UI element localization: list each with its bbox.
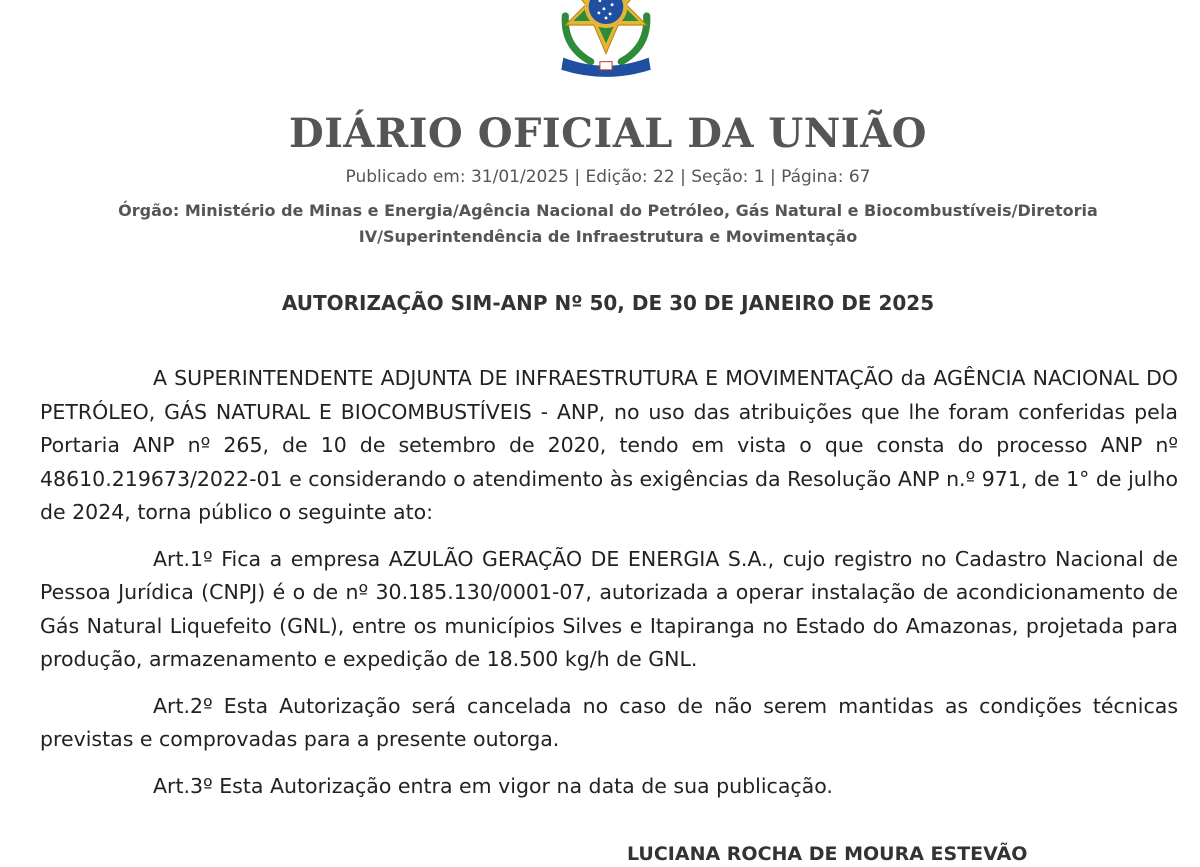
masthead-title: DIÁRIO OFICIAL DA UNIÃO	[289, 110, 927, 157]
act-title: AUTORIZAÇÃO SIM-ANP Nº 50, DE 30 DE JANEIRO DE 2025	[281, 291, 935, 315]
preamble-paragraph: A SUPERINTENDENTE ADJUNTA DE INFRAESTRUTURA E MOVIMENTAÇÃO da AGÊNCIA NACIONAL DO PETRÓLEO, GÁS NATURAL E BIOCOMBUSTÍVEIS - ANP, no uso das atribuições que lhe foram conferidas pela Portaria ANP nº 265, de 10 de setembro de 2020, tendo em vista o que consta do processo ANP nº 48610.219673/2022-01 e considerando o atendimento às exigências da Resolução ANP n.º 971, de 1° de julho de 2024, torna público o seguinte ato:	[40, 366, 1178, 524]
brazil-coat-of-arms-icon	[545, 0, 667, 82]
signatory-name: LUCIANA ROCHA DE MOURA ESTEVÃO	[627, 843, 1028, 865]
issuing-body: Órgão: Ministério de Minas e Energia/Agência Nacional do Petróleo, Gás Natural e Biocombustíveis/Diretoria IV/Superintendência de Infraestrutura e Movimentação	[118, 201, 1098, 246]
article-2-paragraph: Art.2º Esta Autorização será cancelada no caso de não serem mantidas as condições técnicas previstas e comprovadas para a presente outorga.	[40, 693, 1178, 751]
article-1-paragraph: Art.1º Fica a empresa AZULÃO GERAÇÃO DE ENERGIA S.A., cujo registro no Cadastro Nacional de Pessoa Jurídica (CNPJ) é o de nº 30.185.130/0001-07, autorizada a operar instalação de acondicionamento de Gás Natural Liquefeito (GNL), entre os municípios Silves e Itapiranga no Estado do Amazonas, projetada para produção, armazenamento e expedição de 18.500 kg/h de GNL.	[40, 546, 1178, 671]
article-3-paragraph: Art.3º Esta Autorização entra em vigor na data de sua publicação.	[153, 773, 833, 798]
publication-info: Publicado em: 31/01/2025 | Edição: 22 | Seção: 1 | Página: 67	[345, 167, 871, 187]
act-body	[40, 362, 1178, 816]
